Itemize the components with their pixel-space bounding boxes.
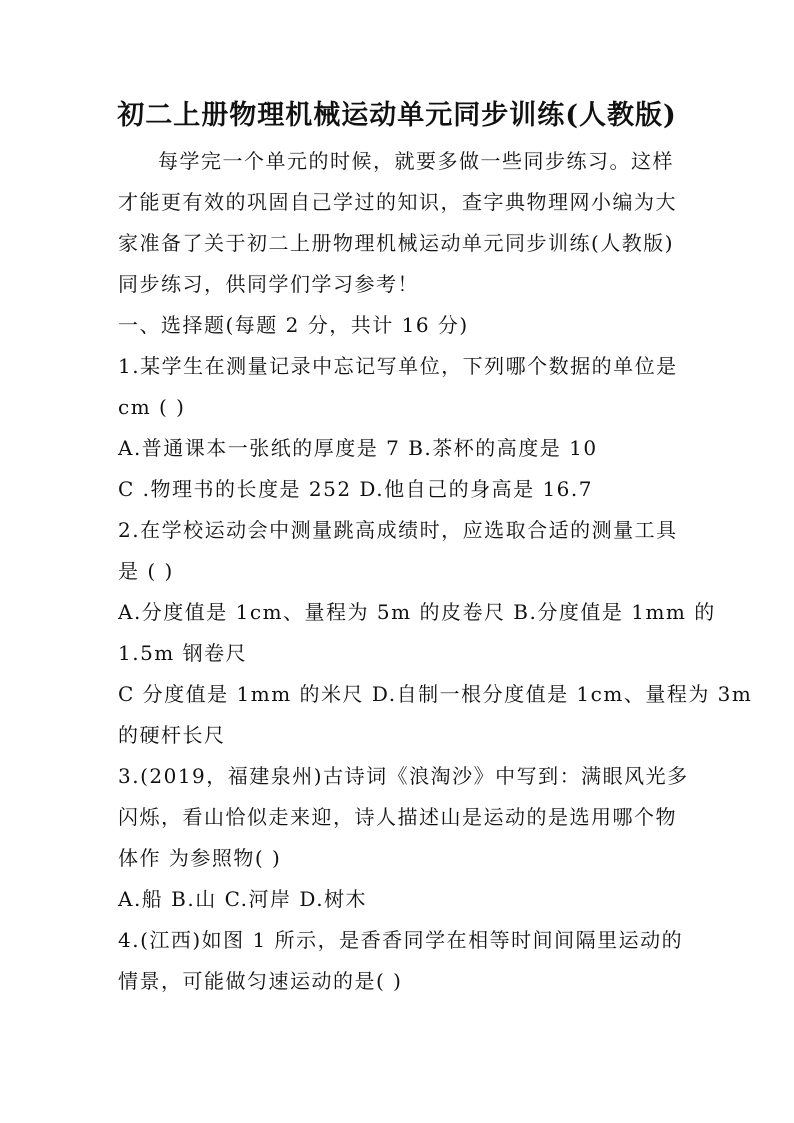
question-1-stem-cont: cm ( ) bbox=[118, 395, 186, 419]
intro-line-3: 家准备了关于初二上册物理机械运动单元同步训练(人教版) bbox=[118, 231, 675, 255]
question-2-options-cd: C 分度值是 1mm 的米尺 D.自制一根分度值是 1cm、量程为 3m bbox=[118, 682, 753, 706]
question-2-options-ab: A.分度值是 1cm、量程为 5m 的皮卷尺 B.分度值是 1mm 的 bbox=[118, 600, 716, 624]
question-2-option-d-cont: 的硬杆长尺 bbox=[118, 723, 226, 747]
question-1-options-cd: C .物理书的长度是 252 D.他自己的身高是 16.7 bbox=[118, 477, 593, 501]
intro-line-2: 才能更有效的巩固自己学过的知识，查字典物理网小编为大 bbox=[118, 190, 677, 214]
question-4-stem: 4.(江西)如图 1 所示，是香香同学在相等时间间隔里运动的 bbox=[118, 928, 684, 952]
question-3-options: A.船 B.山 C.河岸 D.树木 bbox=[118, 887, 368, 911]
intro-line-1: 每学完一个单元的时候，就要多做一些同步练习。这样 bbox=[158, 149, 674, 173]
question-1-options-ab: A.普通课本一张纸的厚度是 7 B.茶杯的高度是 10 bbox=[118, 436, 598, 460]
intro-line-4: 同步练习，供同学们学习参考！ bbox=[118, 272, 419, 296]
question-1-stem: 1.某学生在测量记录中忘记写单位，下列哪个数据的单位是 bbox=[118, 354, 678, 378]
document-title: 初二上册物理机械运动单元同步训练(人教版) bbox=[117, 100, 677, 131]
question-3-stem: 3.(2019，福建泉州)古诗词《浪淘沙》中写到：满眼风光多 bbox=[118, 764, 689, 788]
question-2-option-b-cont: 1.5m 钢卷尺 bbox=[118, 641, 248, 665]
question-3-stem-cont: 闪烁，看山恰似走来迎，诗人描述山是运动的是选用哪个物 bbox=[118, 805, 677, 829]
question-3-stem-end: 体作 为参照物( ) bbox=[118, 846, 282, 870]
question-4-stem-cont: 情景，可能做匀速运动的是( ) bbox=[118, 969, 403, 993]
question-2-stem-cont: 是 ( ) bbox=[118, 559, 174, 583]
question-2-stem: 2.在学校运动会中测量跳高成绩时，应选取合适的测量工具 bbox=[118, 518, 678, 542]
section-heading: 一、选择题(每题 2 分，共计 16 分) bbox=[118, 313, 469, 337]
